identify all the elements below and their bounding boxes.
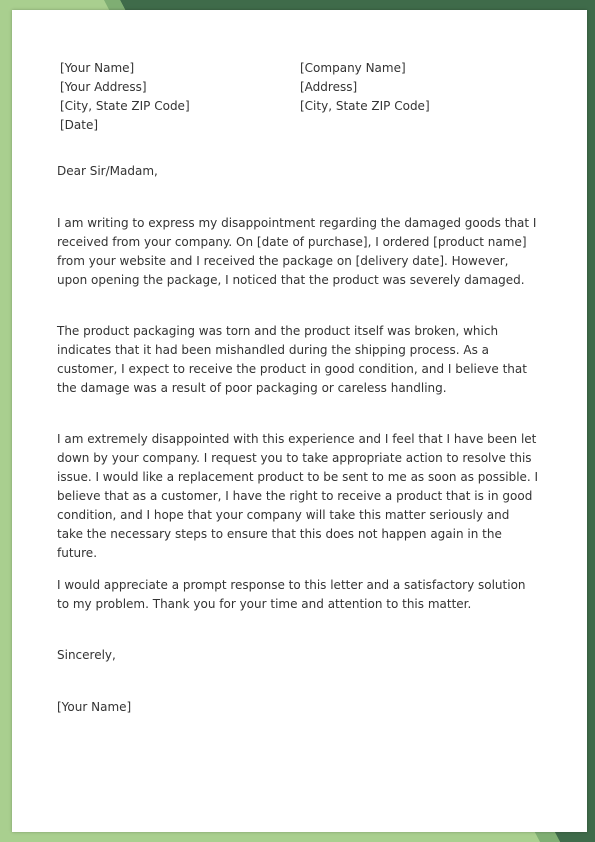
salutation: Dear Sir/Madam, xyxy=(57,164,158,178)
letter-date: [Date] xyxy=(60,118,99,132)
sender-city: [City, State ZIP Code] xyxy=(60,99,190,113)
sender-name: [Your Name] xyxy=(60,61,135,75)
body-paragraph-1: I am writing to express my disappointment regarding the damaged goods that I received from your company. On [date of purchase], I ordered [product name] from your website and I received the package on [delivery date]. However, upon opening the package, I noticed that the product was severely damaged. xyxy=(57,216,537,287)
sender-address-block xyxy=(60,59,190,135)
recipient-company: [Company Name] xyxy=(300,61,406,75)
body-paragraph-4: I would appreciate a prompt response to this letter and a satisfactory solution to my problem. Thank you for your time and attention to this matter. xyxy=(57,578,526,611)
closing: Sincerely, xyxy=(57,648,116,662)
body-paragraph-3: I am extremely disappointed with this experience and I feel that I have been let down by your company. I request you to take appropriate action to resolve this issue. I would like a replacement product to be sent to me as soon as possible. I believe that as a customer, I have the right to receive a product that is in good condition, and I hope that your company will take this matter seriously and take the necessary steps to ensure that this does not happen again in the future. xyxy=(57,432,539,560)
recipient-city: [City, State ZIP Code] xyxy=(300,99,430,113)
signature-name: [Your Name] xyxy=(57,700,132,714)
sender-address: [Your Address] xyxy=(60,80,147,94)
recipient-address-block xyxy=(300,59,430,116)
letter-paper xyxy=(12,10,587,832)
body-paragraph-2: The product packaging was torn and the product itself was broken, which indicates that it had been mishandled during the shipping process. As a customer, I expect to receive the product in good condition, and I believe that the damage was a result of poor packaging or careless handling. xyxy=(57,324,527,395)
recipient-address: [Address] xyxy=(300,80,358,94)
